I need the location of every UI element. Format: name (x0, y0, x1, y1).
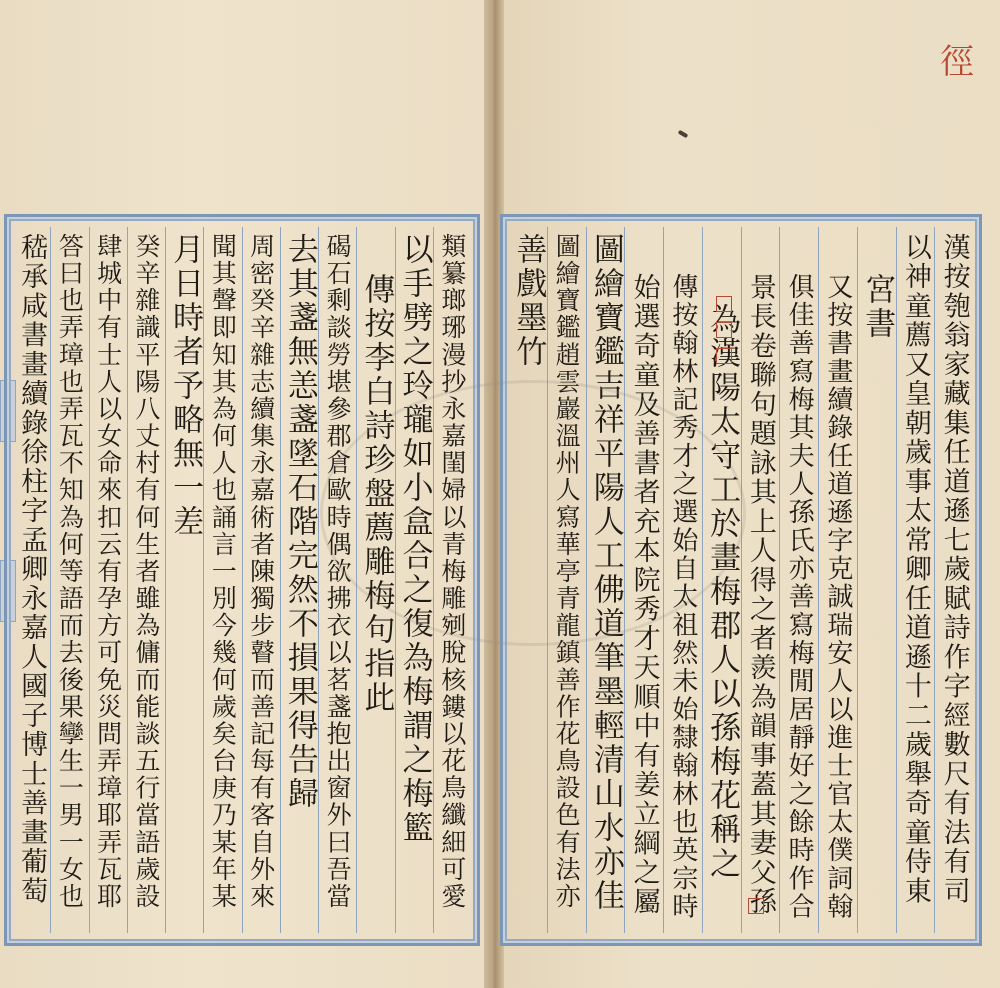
column-text: 肆城中有士人以女命來扣云有孕方可免災問弄璋耶弄瓦耶 (93, 233, 123, 911)
text-column (356, 227, 394, 933)
text-column (624, 227, 663, 933)
column-text: 為漢陽太守工於畫梅郡人以孫梅花稱之 (704, 303, 741, 881)
blank-mark-box (748, 898, 764, 914)
text-column (433, 227, 471, 933)
column-text: 善戲墨竹 (510, 233, 547, 369)
text-column (127, 227, 165, 933)
text-column (509, 227, 547, 933)
column-text: 嵇承咸書畫續錄徐柱字孟卿永嘉人國子博士善畫葡萄 (16, 233, 48, 906)
text-column (203, 227, 241, 933)
text-column (663, 227, 702, 933)
column-text: 景長卷聯句題詠其上人得之者羨為韻事蓋其妻父孫 (744, 273, 776, 917)
text-column (13, 227, 50, 933)
column-text: 癸辛雜識平陽八丈村有何生者雖為傭而能談五行當語歲設 (131, 233, 161, 911)
text-column (896, 227, 935, 933)
text-column (586, 227, 625, 933)
left-columns (13, 227, 471, 933)
text-column (395, 227, 433, 933)
column-text: 俱佳善寫梅其夫人孫氏亦善寫梅閒居靜好之餘時作合 (784, 273, 815, 921)
blank-mark-box (716, 296, 732, 312)
column-text: 去其盞無恙盞墜石階完然不損果得告歸 (281, 233, 318, 811)
column-text: 以手劈之玲瓏如小盒合之復為梅謂之梅籃 (396, 233, 433, 845)
column-text: 月日時者予略無一差 (167, 233, 204, 539)
text-column (89, 227, 127, 933)
right-text-frame (500, 214, 982, 946)
text-column (165, 227, 203, 933)
text-column (779, 227, 818, 933)
corner-mark: 徑 (940, 42, 974, 82)
text-column (547, 227, 586, 933)
column-text: 又按書畫續錄任道遜字克誠瑞安人以進士官太僕詞翰 (822, 273, 853, 921)
text-column (242, 227, 280, 933)
blank-mark-box (716, 348, 732, 364)
column-text: 傳按翰林記秀才之選始自太祖然未始隸翰林也英宗時 (667, 273, 698, 921)
column-text: 答曰也弄璋也弄瓦不知為何等語而去後果孿生一男一女也 (55, 233, 85, 911)
right-columns (509, 227, 973, 933)
text-column (280, 227, 318, 933)
column-text: 以神童薦又皇朝歲事太常卿任道遜十二歲舉奇童侍東 (899, 233, 931, 906)
text-column (934, 227, 973, 933)
text-column (50, 227, 88, 933)
text-column (318, 227, 356, 933)
column-text: 聞其聲即知其為何人也誦言一別今幾何歲矣台庚乃某年某 (208, 233, 238, 911)
column-text: 傳按李白詩珍盤薦雕梅句指此 (358, 273, 395, 715)
column-text: 周密癸辛雜志續集永嘉術者陳獨步瞽而善記每有客自外來 (246, 233, 276, 911)
column-text: 宮書 (859, 273, 896, 341)
text-column (741, 227, 780, 933)
left-text-frame (4, 214, 480, 946)
column-text: 圖繪寶鑑吉祥平陽人工佛道筆墨輕清山水亦佳 (587, 233, 624, 913)
column-text: 圖繪寶鑑趙雲巖溫州人寫華亭青龍鎮善作花鳥設色有法亦 (552, 233, 582, 911)
column-text: 始選奇童及善書者充本院秀才天順中有姜立綱之屬 (628, 273, 660, 917)
blank-mark-box (716, 322, 732, 338)
text-column (857, 227, 896, 933)
column-text: 類纂瑯琊漫抄永嘉閨婦以青梅雕剜脫核鏤以花鳥纖細可愛 (437, 233, 467, 911)
column-text: 碣石剩談勞堪參郡倉歐時偶欲拂衣以茗盞抱出窗外曰吾當 (323, 233, 353, 911)
text-column (818, 227, 857, 933)
column-text: 漢按匏翁家藏集任道遜七歲賦詩作字經數尺有法有司 (938, 233, 970, 906)
